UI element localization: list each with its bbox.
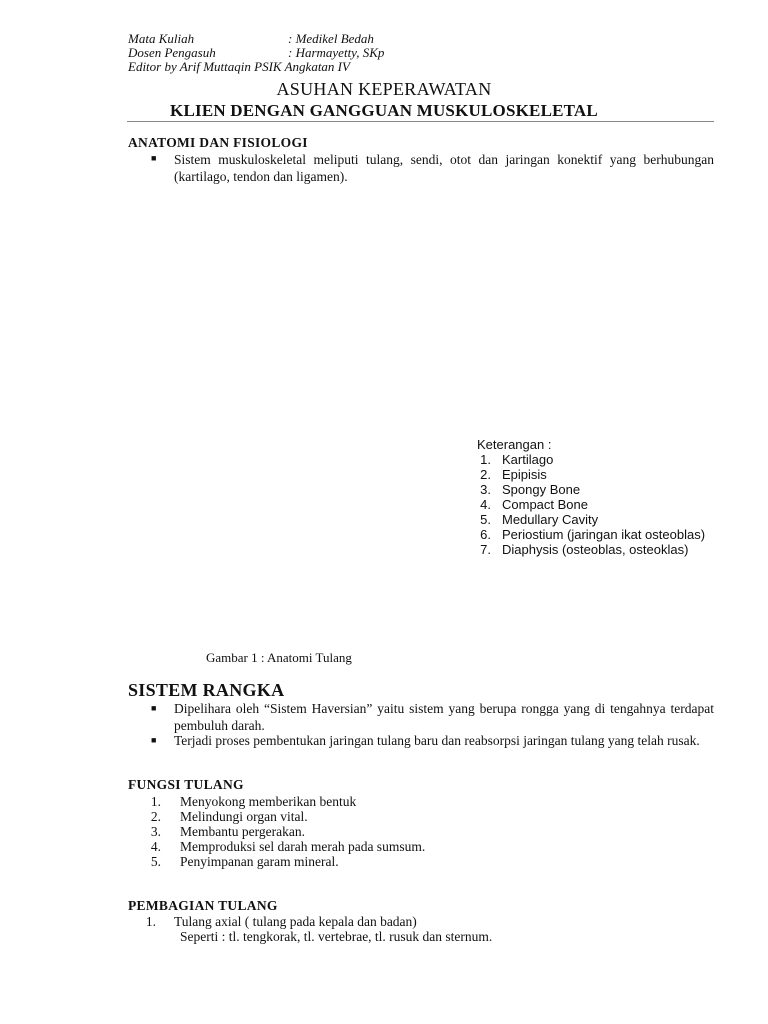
list-item	[127, 854, 527, 869]
list-text: Menyokong memberikan bentuk	[180, 794, 357, 809]
list-number: 2.	[150, 809, 161, 824]
sistem-rangka-heading: SISTEM RANGKA	[128, 680, 285, 700]
list-item	[127, 809, 527, 824]
title-divider	[127, 121, 714, 122]
list-number: 5.	[150, 854, 161, 869]
list-text: Melindungi organ vital.	[180, 809, 308, 824]
pembagian-list	[127, 914, 627, 944]
list-text: Epipisis	[502, 467, 547, 482]
list-text: Kartilago	[502, 452, 554, 467]
list-text: Tulang axial ( tulang pada kepala dan badan)	[174, 914, 417, 929]
list-number: 4.	[480, 497, 491, 512]
list-number: 7.	[480, 542, 491, 557]
figure-caption: Gambar 1 : Anatomi Tulang	[206, 650, 352, 665]
course-label: Mata Kuliah	[128, 31, 195, 46]
list-subitem	[127, 929, 627, 944]
list-item	[127, 914, 627, 929]
bullet-icon: ■	[151, 703, 157, 713]
list-subtext: Seperti : tl. tengkorak, tl. vertebrae, tl. rusuk dan sternum.	[180, 929, 493, 944]
legend-title: Keterangan :	[477, 437, 552, 452]
list-text: Membantu pergerakan.	[180, 824, 305, 839]
list-text: Penyimpanan garam mineral.	[180, 854, 339, 869]
list-item	[477, 512, 599, 527]
list-number: 1.	[145, 914, 156, 929]
list-text: Medullary Cavity	[502, 512, 599, 527]
list-item	[127, 794, 527, 809]
bullet-icon: ■	[151, 153, 157, 163]
lecturer-label: Dosen Pengasuh	[128, 45, 216, 60]
list-text: Spongy Bone	[502, 482, 581, 497]
sistem-rangka-paragraph: Dipelihara oleh “Sistem Haversian” yaitu sistem yang berupa rongga yang di tengahnya terdapat pembuluh darah.	[174, 701, 714, 733]
list-text: Memproduksi sel darah merah pada sumsum.	[180, 839, 426, 854]
fungsi-heading: FUNGSI TULANG	[128, 777, 244, 792]
list-item	[477, 497, 588, 512]
list-item	[127, 824, 527, 839]
list-number: 6.	[480, 527, 491, 542]
sistem-rangka-paragraph: Terjadi proses pembentukan jaringan tulang baru dan reabsorpsi jaringan tulang yang telah rusak.	[174, 733, 700, 748]
list-item	[127, 839, 527, 854]
fungsi-list	[127, 794, 527, 869]
list-number: 3.	[150, 824, 161, 839]
list-number: 1.	[150, 794, 161, 809]
document-subtitle: KLIEN DENGAN GANGGUAN MUSKULOSKELETAL	[170, 101, 598, 120]
list-text: Diaphysis (osteoblas, osteoklas)	[502, 542, 689, 557]
list-number: 3.	[480, 482, 491, 497]
lecturer-row	[128, 45, 385, 60]
list-number: 2.	[480, 467, 491, 482]
course-value: : Medikel Bedah	[288, 31, 374, 46]
editor-line: Editor by Arif Muttaqin PSIK Angkatan IV	[128, 59, 350, 74]
list-text: Periostium (jaringan ikat osteoblas)	[502, 527, 706, 542]
list-number: 1.	[480, 452, 491, 467]
list-number: 4.	[150, 839, 161, 854]
list-text: Compact Bone	[502, 497, 588, 512]
list-item	[477, 527, 706, 542]
list-number: 5.	[480, 512, 491, 527]
list-item	[477, 542, 689, 557]
course-row	[128, 31, 374, 46]
lecturer-value: : Harmayetty, SKp	[288, 45, 385, 60]
list-item	[477, 482, 581, 497]
pembagian-heading: PEMBAGIAN TULANG	[128, 898, 278, 913]
figure-legend	[477, 437, 706, 557]
list-item	[477, 467, 551, 482]
document-title: ASUHAN KEPERAWATAN	[276, 79, 492, 99]
list-item	[477, 452, 554, 467]
bullet-icon: ■	[151, 735, 157, 745]
anatomy-heading: ANATOMI DAN FISIOLOGI	[128, 135, 308, 150]
anatomy-paragraph: Sistem muskuloskeletal meliputi tulang, sendi, otot dan jaringan konektif yang berhubungan (kartilago, tendon dan ligamen).	[174, 152, 714, 184]
